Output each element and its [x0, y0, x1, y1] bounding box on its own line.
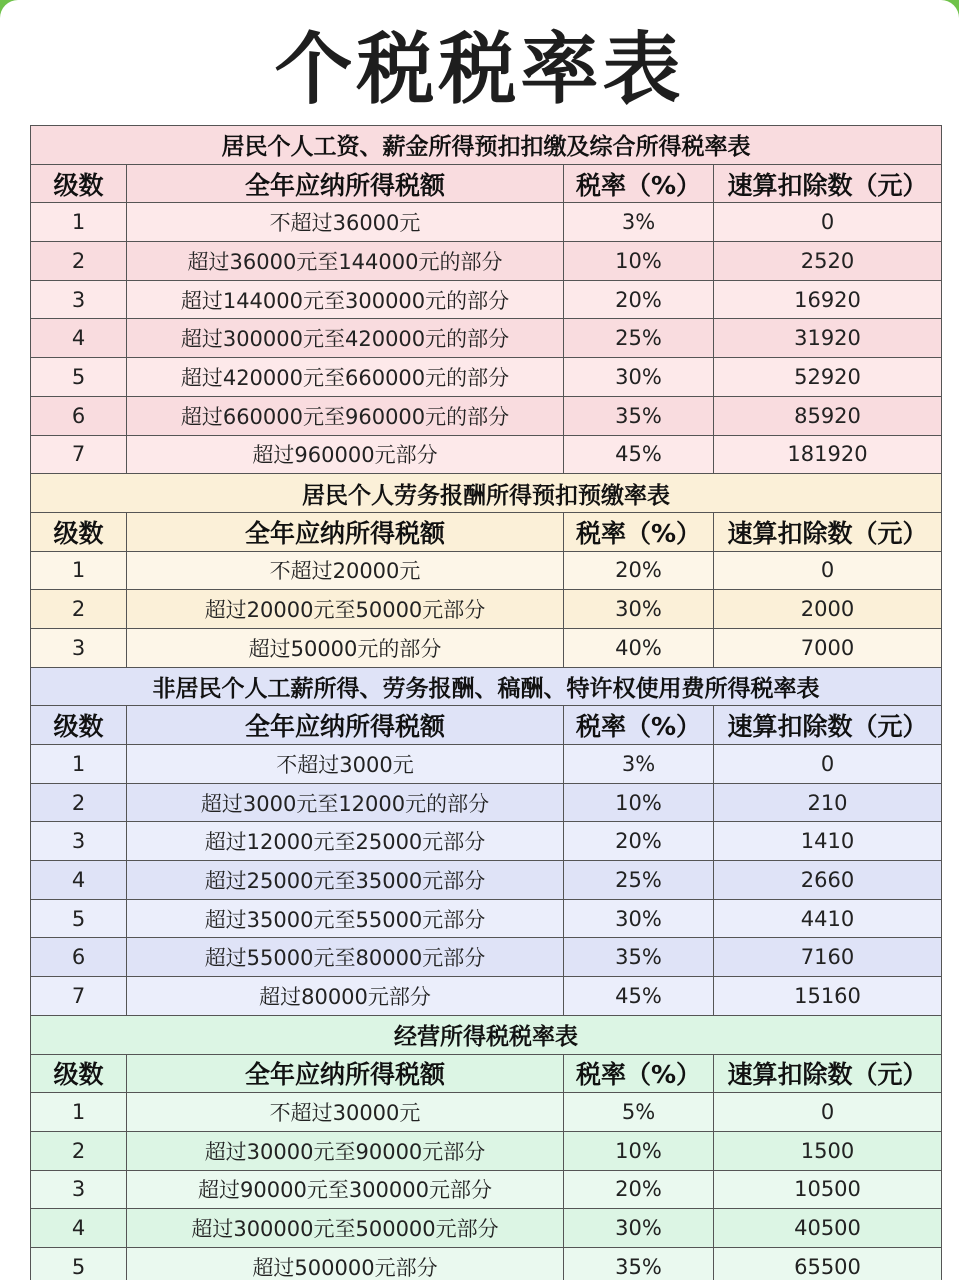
quick-deduction-cell: 0: [714, 745, 942, 784]
quick-deduction-cell: 2000: [714, 590, 942, 629]
quick-deduction-cell: 181920: [714, 435, 942, 474]
tax-rate-cell: 10%: [564, 1131, 714, 1170]
income-range-cell: 超过90000元至300000元部分: [127, 1170, 564, 1209]
table-row: [31, 1247, 942, 1280]
tax-rate-cell: 30%: [564, 1209, 714, 1248]
table-row: [31, 745, 942, 784]
tax-rate-cell: 25%: [564, 319, 714, 358]
income-range-cell: 超过300000元至500000元部分: [127, 1209, 564, 1248]
income-range-header: 全年应纳所得税额: [127, 512, 564, 551]
column-header-row: [31, 706, 942, 745]
income-range-cell: 不超过3000元: [127, 745, 564, 784]
column-header-row: [31, 512, 942, 551]
page-title: 个税税率表: [274, 25, 685, 115]
tax-rate-cell: 3%: [564, 203, 714, 242]
income-range-cell: 超过420000元至660000元的部分: [127, 358, 564, 397]
quick-deduction-cell: 52920: [714, 358, 942, 397]
quick-deduction-cell: 1410: [714, 822, 942, 861]
tax-rate-cell: 35%: [564, 1247, 714, 1280]
quick-deduction-cell: 0: [714, 551, 942, 590]
income-range-header: 全年应纳所得税额: [127, 164, 564, 203]
level-header: 级数: [31, 1054, 127, 1093]
quick-deduction-cell: 31920: [714, 319, 942, 358]
tax-rate-cell: 30%: [564, 590, 714, 629]
table-row: [31, 938, 942, 977]
section-title-row: [31, 1015, 942, 1054]
income-range-cell: 超过25000元至35000元部分: [127, 861, 564, 900]
section-title: 居民个人劳务报酬所得预扣预缴率表: [31, 474, 942, 513]
section-title: 非居民个人工薪所得、劳务报酬、稿酬、特许权使用费所得税率表: [31, 667, 942, 706]
level-cell: 7: [31, 977, 127, 1016]
quick-deduction-header: 速算扣除数（元）: [714, 512, 942, 551]
level-cell: 3: [31, 822, 127, 861]
income-range-cell: 超过20000元至50000元部分: [127, 590, 564, 629]
level-cell: 1: [31, 1093, 127, 1132]
tax-rate-cell: 40%: [564, 628, 714, 667]
tax-rate-cell: 3%: [564, 745, 714, 784]
tax-rate-header: 税率（%）: [564, 1054, 714, 1093]
income-range-cell: 超过500000元部分: [127, 1247, 564, 1280]
quick-deduction-cell: 15160: [714, 977, 942, 1016]
income-range-cell: 超过3000元至12000元的部分: [127, 783, 564, 822]
level-cell: 1: [31, 745, 127, 784]
table-row: [31, 203, 942, 242]
tax-rate-header: 税率（%）: [564, 512, 714, 551]
income-range-cell: 不超过20000元: [127, 551, 564, 590]
table-row: [31, 358, 942, 397]
table-row: [31, 1209, 942, 1248]
level-cell: 2: [31, 242, 127, 281]
income-range-cell: 不超过30000元: [127, 1093, 564, 1132]
income-range-cell: 超过35000元至55000元部分: [127, 899, 564, 938]
tax-rate-cell: 5%: [564, 1093, 714, 1132]
quick-deduction-header: 速算扣除数（元）: [714, 706, 942, 745]
income-range-cell: 超过144000元至300000元的部分: [127, 280, 564, 319]
section-title-row: [31, 126, 942, 165]
section-title-row: [31, 474, 942, 513]
quick-deduction-cell: 7000: [714, 628, 942, 667]
tax-rate-cell: 10%: [564, 783, 714, 822]
table-row: [31, 280, 942, 319]
level-cell: 6: [31, 938, 127, 977]
level-cell: 5: [31, 1247, 127, 1280]
income-range-cell: 超过12000元至25000元部分: [127, 822, 564, 861]
table-row: [31, 899, 942, 938]
income-range-cell: 超过300000元至420000元的部分: [127, 319, 564, 358]
level-header: 级数: [31, 512, 127, 551]
tax-rate-table: [30, 125, 942, 1280]
level-cell: 5: [31, 358, 127, 397]
tax-rate-cell: 30%: [564, 358, 714, 397]
quick-deduction-cell: 7160: [714, 938, 942, 977]
income-range-header: 全年应纳所得税额: [127, 706, 564, 745]
column-header-row: [31, 164, 942, 203]
quick-deduction-cell: 85920: [714, 396, 942, 435]
tax-rate-cell: 45%: [564, 977, 714, 1016]
table-row: [31, 242, 942, 281]
level-cell: 6: [31, 396, 127, 435]
section-title: 经营所得税税率表: [31, 1015, 942, 1054]
table-row: [31, 1170, 942, 1209]
quick-deduction-cell: 16920: [714, 280, 942, 319]
quick-deduction-header: 速算扣除数（元）: [714, 164, 942, 203]
tax-rate-cell: 30%: [564, 899, 714, 938]
level-cell: 4: [31, 1209, 127, 1248]
level-cell: 1: [31, 203, 127, 242]
table-row: [31, 822, 942, 861]
level-cell: 2: [31, 783, 127, 822]
income-range-cell: 超过36000元至144000元的部分: [127, 242, 564, 281]
level-cell: 4: [31, 861, 127, 900]
level-cell: 4: [31, 319, 127, 358]
tax-rate-cell: 20%: [564, 1170, 714, 1209]
tax-rate-cell: 10%: [564, 242, 714, 281]
tax-rate-table-body: [31, 126, 942, 1280]
level-header: 级数: [31, 164, 127, 203]
table-row: [31, 435, 942, 474]
table-row: [31, 396, 942, 435]
income-range-cell: 不超过36000元: [127, 203, 564, 242]
level-cell: 7: [31, 435, 127, 474]
level-cell: 3: [31, 280, 127, 319]
section-title: 居民个人工资、薪金所得预扣扣缴及综合所得税率表: [31, 126, 942, 165]
tax-rate-header: 税率（%）: [564, 706, 714, 745]
quick-deduction-cell: 2520: [714, 242, 942, 281]
level-cell: 5: [31, 899, 127, 938]
tax-rate-cell: 20%: [564, 822, 714, 861]
tax-rate-cell: 20%: [564, 551, 714, 590]
quick-deduction-header: 速算扣除数（元）: [714, 1054, 942, 1093]
quick-deduction-cell: 1500: [714, 1131, 942, 1170]
table-row: [31, 783, 942, 822]
income-range-header: 全年应纳所得税额: [127, 1054, 564, 1093]
column-header-row: [31, 1054, 942, 1093]
income-range-cell: 超过960000元部分: [127, 435, 564, 474]
table-row: [31, 977, 942, 1016]
table-row: [31, 551, 942, 590]
quick-deduction-cell: 65500: [714, 1247, 942, 1280]
quick-deduction-cell: 2660: [714, 861, 942, 900]
quick-deduction-cell: 210: [714, 783, 942, 822]
income-range-cell: 超过55000元至80000元部分: [127, 938, 564, 977]
income-range-cell: 超过660000元至960000元的部分: [127, 396, 564, 435]
table-row: [31, 1093, 942, 1132]
tax-rate-cell: 20%: [564, 280, 714, 319]
tax-rate-cell: 45%: [564, 435, 714, 474]
section-title-row: [31, 667, 942, 706]
level-header: 级数: [31, 706, 127, 745]
tax-rate-cell: 35%: [564, 396, 714, 435]
quick-deduction-cell: 4410: [714, 899, 942, 938]
table-row: [31, 1131, 942, 1170]
quick-deduction-cell: 0: [714, 1093, 942, 1132]
level-cell: 2: [31, 590, 127, 629]
tax-rate-cell: 35%: [564, 938, 714, 977]
level-cell: 3: [31, 1170, 127, 1209]
income-range-cell: 超过50000元的部分: [127, 628, 564, 667]
quick-deduction-cell: 10500: [714, 1170, 942, 1209]
table-row: [31, 861, 942, 900]
tax-rate-cell: 25%: [564, 861, 714, 900]
quick-deduction-cell: 40500: [714, 1209, 942, 1248]
income-range-cell: 超过80000元部分: [127, 977, 564, 1016]
quick-deduction-cell: 0: [714, 203, 942, 242]
tax-rate-header: 税率（%）: [564, 164, 714, 203]
table-row: [31, 319, 942, 358]
income-range-cell: 超过30000元至90000元部分: [127, 1131, 564, 1170]
level-cell: 3: [31, 628, 127, 667]
table-row: [31, 628, 942, 667]
table-row: [31, 590, 942, 629]
level-cell: 2: [31, 1131, 127, 1170]
level-cell: 1: [31, 551, 127, 590]
